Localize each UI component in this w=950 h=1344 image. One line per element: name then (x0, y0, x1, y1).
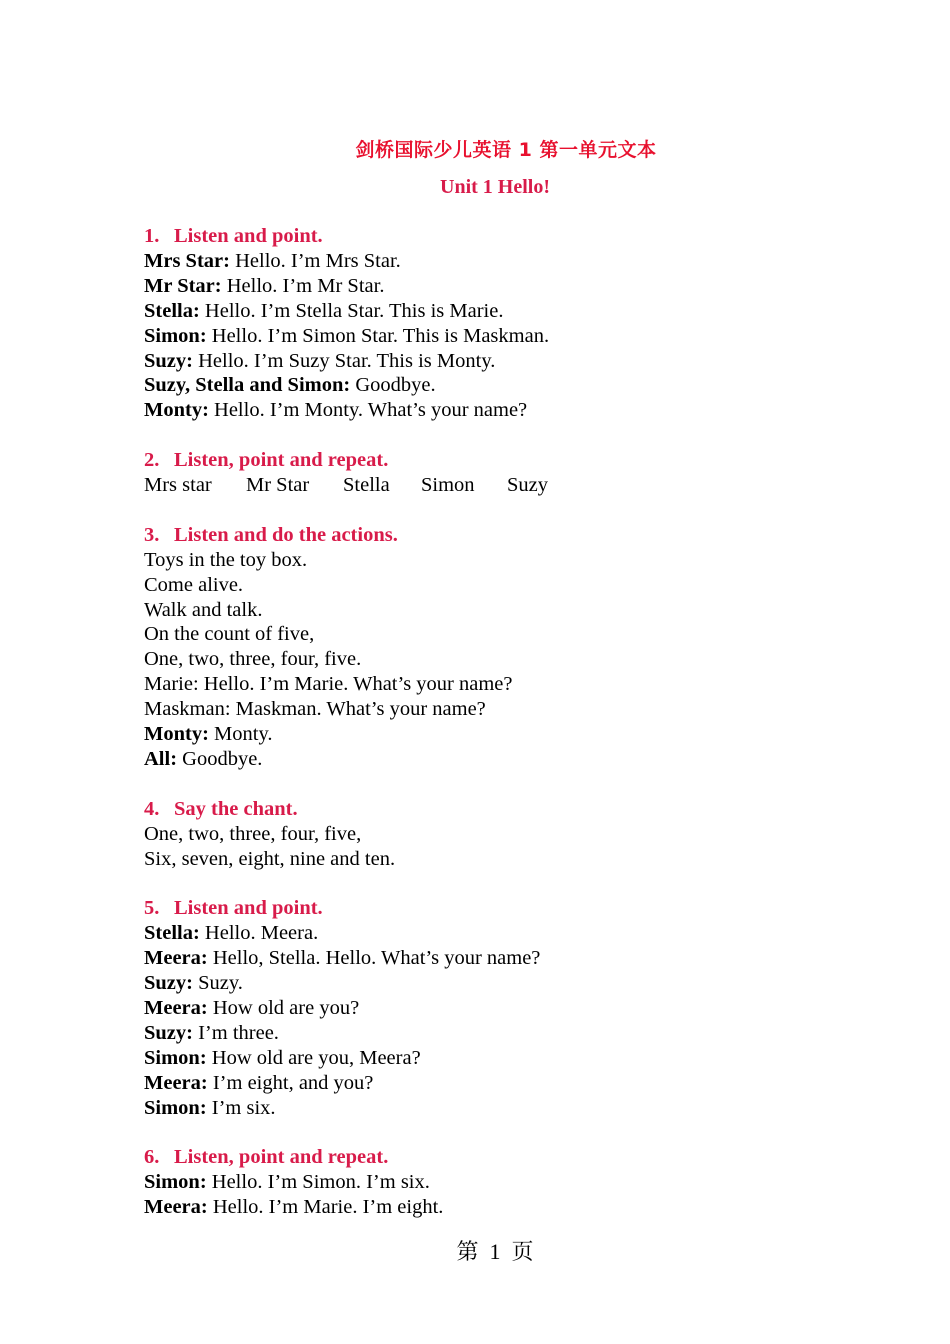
section-5 (144, 896, 844, 1120)
speaker-label: Suzy: (144, 349, 193, 372)
speaker-label: Simon: (144, 1096, 207, 1119)
section-heading (144, 896, 844, 921)
character-name: Mrs star (144, 474, 212, 497)
speaker-label: Monty: (144, 399, 209, 422)
line-text: How old are you, Meera? (206, 1046, 421, 1069)
dialogue-line (144, 996, 844, 1021)
dialogue-line (144, 1021, 844, 1046)
dialogue-line (144, 946, 844, 971)
speaker-label: Meera: (144, 1196, 208, 1219)
speaker-label: Simon: (144, 1171, 207, 1194)
speaker-label: All: (144, 748, 178, 770)
section-heading-text: Listen, point and repeat. (174, 449, 389, 472)
line-text: Hello. I’m Suzy Star. This is Monty. (192, 349, 496, 372)
section-heading-text: Listen and point. (174, 225, 323, 247)
line-text: Monty. (208, 723, 273, 746)
line-text: I’m three. (192, 1021, 279, 1044)
dialogue-line (144, 1195, 844, 1220)
dialogue-line (144, 921, 844, 946)
speaker-label: Mrs Star: (144, 249, 230, 272)
footer-suffix: 页 (511, 1239, 534, 1264)
dialogue-line (144, 1096, 844, 1121)
section-4 (144, 797, 844, 872)
speaker-label: Suzy: (144, 1021, 193, 1044)
line-text: One, two, three, four, five. (144, 648, 362, 671)
line-text: Suzy. (192, 972, 243, 995)
character-name: Simon (421, 474, 475, 497)
section-heading (144, 1145, 844, 1170)
section-heading-text: Listen and do the actions. (174, 523, 398, 546)
section-heading (144, 797, 844, 822)
line-text: Hello. I’m Mrs Star. (229, 249, 401, 272)
dialogue-line (144, 324, 844, 349)
dialogue-line (144, 274, 844, 299)
speaker-label: Simon: (144, 1046, 207, 1069)
section-heading-text: Say the chant. (174, 797, 298, 820)
page-footer (0, 1237, 950, 1267)
dialogue-line (144, 349, 844, 374)
page-number: 1 (489, 1239, 501, 1264)
section-heading (144, 448, 844, 473)
line-text: Toys in the toy box. (144, 548, 308, 571)
text-line (144, 622, 844, 647)
text-line (144, 647, 844, 672)
text-line (144, 822, 844, 847)
text-line (144, 672, 844, 697)
section-number: 5. (144, 897, 160, 920)
section-2 (144, 448, 844, 498)
line-text: Maskman: Maskman. What’s your name? (144, 698, 486, 721)
character-name: Suzy (507, 474, 548, 497)
line-text: One, two, three, four, five, (144, 822, 362, 845)
dialogue-line (144, 971, 844, 996)
dialogue-line (144, 249, 844, 274)
section-heading (144, 224, 844, 249)
section-heading (144, 523, 844, 548)
text-line (144, 697, 844, 722)
line-text: Walk and talk. (144, 598, 263, 621)
section-number: 6. (144, 1146, 160, 1169)
line-text: Hello. I’m Simon Star. This is Maskman. (206, 324, 550, 347)
speaker-label: Suzy: (144, 972, 193, 995)
line-text: Hello, Stella. Hello. What’s your name? (207, 947, 541, 970)
speaker-label: Meera: (144, 947, 208, 970)
dialogue-line (144, 398, 844, 423)
dialogue-line (144, 1046, 844, 1071)
dialogue-line (144, 299, 844, 324)
line-text: I’m eight, and you? (207, 1071, 374, 1094)
document-body (144, 224, 844, 1245)
line-text: On the count of five, (144, 623, 315, 646)
speaker-label: Stella: (144, 299, 200, 322)
speaker-label: Monty: (144, 723, 209, 746)
section-heading-text: Listen and point. (174, 897, 323, 920)
line-text: I’m six. (206, 1096, 276, 1119)
speaker-label: Suzy, Stella and Simon: (144, 374, 351, 397)
section-heading-text: Listen, point and repeat. (174, 1146, 389, 1169)
speaker-label: Simon: (144, 324, 207, 347)
line-text: Hello. I’m Marie. I’m eight. (207, 1196, 444, 1219)
character-names-row (144, 473, 844, 498)
line-text: Hello. I’m Stella Star. This is Marie. (199, 299, 504, 322)
speaker-label: Meera: (144, 1071, 208, 1094)
dialogue-line (144, 373, 844, 398)
section-number: 4. (144, 797, 160, 820)
text-line (144, 573, 844, 598)
speaker-label: Meera: (144, 997, 208, 1020)
line-text: Marie: Hello. I’m Marie. What’s your name? (144, 673, 513, 696)
line-text: Hello. Meera. (199, 922, 319, 945)
document-title: 剑桥国际少儿英语 1 第一单元文本 (355, 139, 657, 161)
line-text: Hello. I’m Simon. I’m six. (206, 1171, 430, 1194)
line-text: Six, seven, eight, nine and ten. (144, 847, 396, 870)
section-number: 2. (144, 449, 160, 472)
dialogue-line (144, 1071, 844, 1096)
dialogue-line (144, 1170, 844, 1195)
speaker-label: Mr Star: (144, 274, 222, 297)
text-line (144, 598, 844, 623)
footer-prefix: 第 (456, 1239, 479, 1264)
line-text: Goodbye. (350, 374, 436, 397)
section-6 (144, 1145, 844, 1220)
line-text: Goodbye. (177, 748, 263, 770)
section-1 (144, 224, 844, 423)
dialogue-line (144, 747, 844, 772)
section-number: 1. (144, 225, 160, 247)
character-name: Mr Star (246, 474, 310, 497)
line-text: Hello. I’m Mr Star. (221, 274, 385, 297)
character-name: Stella (343, 474, 390, 497)
line-text: Come alive. (144, 573, 244, 596)
text-line (144, 847, 844, 872)
text-line (144, 548, 844, 573)
section-number: 3. (144, 523, 160, 546)
line-text: How old are you? (207, 997, 360, 1020)
speaker-label: Stella: (144, 922, 200, 945)
unit-title: Unit 1 Hello! (440, 176, 550, 198)
line-text: Hello. I’m Monty. What’s your name? (208, 399, 528, 422)
dialogue-line (144, 722, 844, 747)
section-3 (144, 523, 844, 772)
